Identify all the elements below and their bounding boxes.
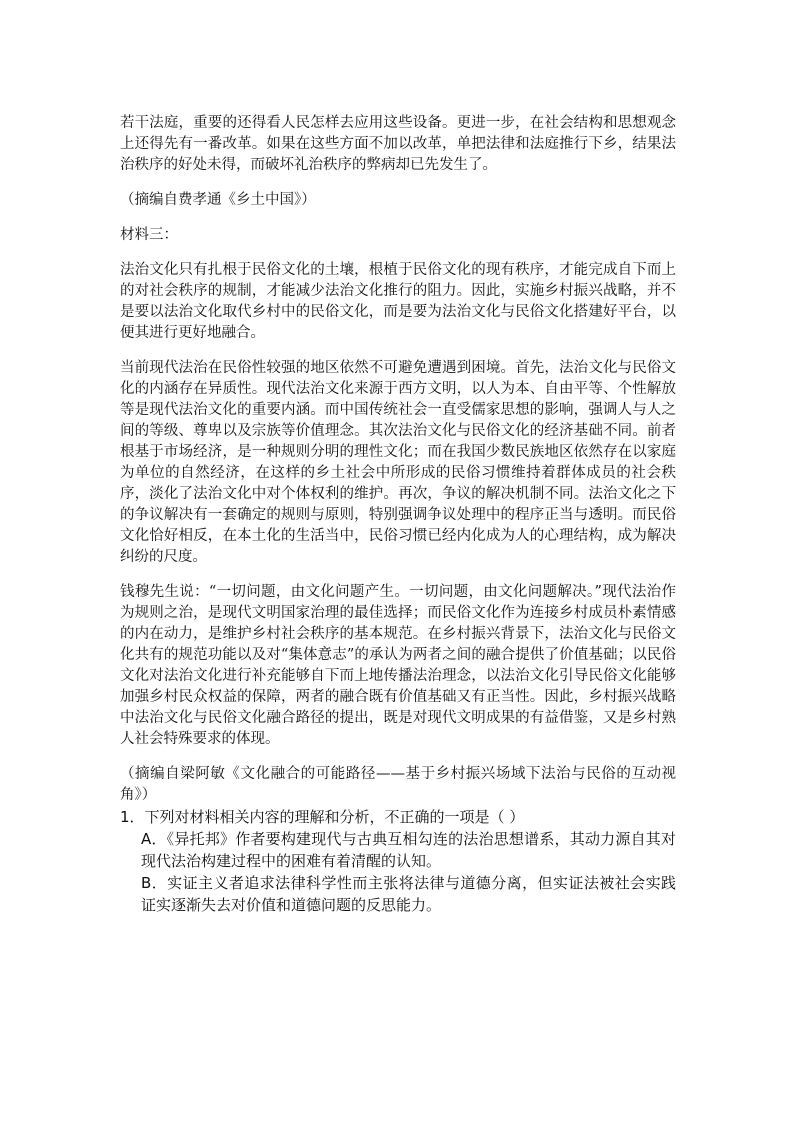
document-page (120, 113, 676, 916)
paragraph-intro: 若干法庭，重要的还得看人民怎样去应用这些设备。更进一步，在社会结构和思想观念上还得先有一番改革。如果在这些方面不加以改革，单把法律和法庭推行下乡，结果法治秩序的好处未得，而破坏礼治秩序的弊病却已先发生了。 (120, 115, 676, 173)
material-3-heading: 材料三： (120, 227, 178, 243)
paragraph-material-3-1: 法治文化只有扎根于民俗文化的土壤，根植于民俗文化的现有秩序，才能完成自下而上的对社会秩序的规制，才能减少法治文化推行的阻力。因此，实施乡村振兴战略，并不是要以法治文化取代乡村中的民俗文化，而是要为法治文化与民俗文化搭建好平台，以便其进行更好地融合。 (120, 262, 676, 341)
source-citation-3: （摘编自梁阿敏《文化融合的可能路径——基于乡村振兴场域下法治与民俗的互动视角》） (120, 766, 676, 803)
source-citation-1: （摘编自费孝通《乡土中国》） (120, 192, 316, 208)
question-1-stem: 1．下列对材料相关内容的理解和分析，不正确的一项是（ ） (120, 808, 525, 826)
paragraph-material-3-3: 钱穆先生说：“一切问题，由文化问题产生。一切问题，由文化问题解决。”现代法治作为规则之治，是现代文明国家治理的最佳选择；而民俗文化作为连接乡村成员朴素情感的内在动力，是维护乡村社会秩序的基本规范。在乡村振兴背景下，法治文化与民俗文化共有的规范功能以及对“集体意志”的承认为两者之间的融合提供了价值基础；以民俗文化对法治文化进行补充能够自下而上地传播法治理念，以法治文化引导民俗文化能够加强乡村民众权益的保障，两者的融合既有价值基础又有正当性。因此，乡村振兴战略中法治文化与民俗文化融合路径的提出，既是对现代文明成果的有益借鉴，又是乡村熟人社会特殊要求的体现。 (120, 584, 676, 747)
question-1-option-b: B．实证主义者追求法律科学性而主张将法律与道德分离，但实证法被社会实践证实逐渐失去对价值和道德问题的反思能力。 (141, 874, 676, 914)
paragraph-material-3-2: 当前现代法治在民俗性较强的地区依然不可避免遭遇到困境。首先，法治文化与民俗文化的内涵存在异质性。现代法治文化来源于西方文明，以人为本、自由平等、个性解放等是现代法治文化的重要内涵。而中国传统社会一直受儒家思想的影响，强调人与人之间的等级、尊卑以及宗族等价值理念。其次法治文化与民俗文化的经济基础不同。前者根基于市场经济，是一种规则分明的理性文化；而在我国少数民族地区依然存在以家庭为单位的自然经济，在这样的乡土社会中所形成的民俗习惯维持着群体成员的社会秩序，淡化了法治文化中对个体权利的维护。再次，争议的解决机制不同。法治文化之下的争议解决有一套确定的规则与原则，特别强调争议处理中的程序正当与透明。而民俗文化恰好相反，在本土化的生活当中，民俗习惯已经内化成为人的心理结构，成为解决纠纷的尺度。 (120, 360, 676, 565)
question-1-option-a: A．《异托邦》作者要构建现代与古典互相勾连的法治思想谱系，其动力源自其对现代法治构建过程中的困难有着清醒的认知。 (141, 830, 676, 870)
